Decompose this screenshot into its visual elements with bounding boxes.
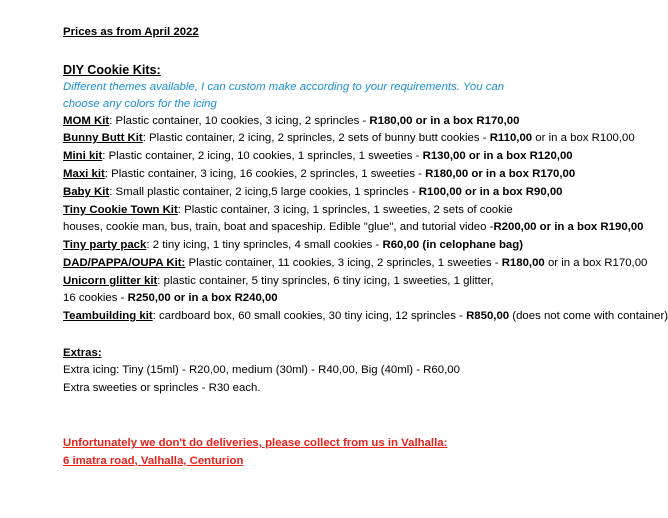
kit-mom xyxy=(63,114,519,129)
kit-description: : Plastic container, 10 cookies, 3 icing, 2 sprincles - xyxy=(109,115,370,127)
kit-mini xyxy=(63,149,573,164)
kit-description: houses, cookie man, bus, train, boat and spaceship. Edible "glue", and tutorial video - xyxy=(63,221,494,233)
kit-description: : Plastic container, 2 icing, 2 sprincles, 2 sets of bunny butt cookies - xyxy=(142,132,490,144)
kit-name: Tiny Cookie Town Kit xyxy=(63,204,178,216)
kit-bunny-butt xyxy=(63,131,635,146)
kit-description: : plastic container, 5 tiny sprincles, 6 tiny icing, 1 sweeties, 1 glitter, xyxy=(157,275,494,287)
kit-description: : cardboard box, 60 small cookies, 30 tiny icing, 12 sprincles - xyxy=(152,310,467,322)
kit-price: R100,00 or in a box R90,00 xyxy=(418,186,563,198)
kit-price-tail: (does not come with container) xyxy=(509,310,668,322)
price-date-heading: Prices as from April 2022 xyxy=(63,26,199,38)
kits-section-title: DIY Cookie Kits: xyxy=(63,63,161,77)
kit-price: R250,00 or in a box R240,00 xyxy=(127,292,278,304)
extras-title: Extras: xyxy=(63,347,102,359)
kit-name: Unicorn glitter kit xyxy=(63,275,158,287)
kit-tiny-party-pack xyxy=(63,238,523,253)
kit-name: DAD/PAPPA/OUPA Kit: xyxy=(63,257,186,269)
kit-name: Bunny Butt Kit xyxy=(63,132,143,144)
collection-address: 6 imatra road, Valhalla, Centurion xyxy=(63,455,244,467)
kit-price: R850,00 xyxy=(466,310,510,322)
kit-price: R200,00 or in a box R190,00 xyxy=(493,221,644,233)
kit-description: : Plastic container, 2 icing, 10 cookies, 1 sprincles, 1 sweeties - xyxy=(102,150,423,162)
kit-name: MOM Kit xyxy=(63,115,110,127)
kit-description: : 2 tiny icing, 1 tiny sprincles, 4 small cookies - xyxy=(146,239,383,251)
kit-description: : Plastic container, 3 icing, 16 cookies, 2 sprincles, 1 sweeties - xyxy=(104,168,426,180)
kit-unicorn-glitter xyxy=(63,274,493,289)
kit-maxi xyxy=(63,167,575,182)
kit-name: Mini kit xyxy=(63,150,103,162)
kit-price: R60,00 (in celophane bag) xyxy=(382,239,524,251)
kit-unicorn-glitter-cont xyxy=(63,291,278,306)
kit-tiny-cookie-town xyxy=(63,203,513,218)
kit-tiny-cookie-town-cont xyxy=(63,220,644,235)
kit-name: Baby Kit xyxy=(63,186,110,198)
kit-price: R110,00 xyxy=(489,132,533,144)
kit-description: 16 cookies - xyxy=(63,292,128,304)
kit-description: : Plastic container, 3 icing, 1 sprincles, 1 sweeties, 2 sets of cookie xyxy=(177,204,513,216)
intro-line-2: choose any colors for the icing xyxy=(63,98,217,110)
intro-line-1: Different themes available, I can custom make according to your requirements. You can xyxy=(63,81,505,93)
kit-baby xyxy=(63,185,563,200)
price-list-document xyxy=(63,0,668,518)
kit-price: R180,00 or in a box R170,00 xyxy=(425,168,576,180)
extras-line-sweeties: Extra sweeties or sprincles - R30 each. xyxy=(63,382,261,394)
kit-price-tail: or in a box R100,00 xyxy=(532,132,635,144)
kit-price: R130,00 or in a box R120,00 xyxy=(422,150,573,162)
kit-dad xyxy=(63,256,647,271)
kit-price: R180,00 xyxy=(501,257,545,269)
kit-description: : Small plastic container, 2 icing,5 large cookies, 1 sprincles - xyxy=(109,186,419,198)
kit-name: Maxi kit xyxy=(63,168,105,180)
collection-notice: Unfortunately we don't do deliveries, please collect from us in Valhalla: xyxy=(63,437,448,449)
kit-price-tail: or in a box R170,00 xyxy=(544,257,648,269)
kit-description: Plastic container, 11 cookies, 3 icing, 2 sprincles, 1 sweeties - xyxy=(185,257,502,269)
kit-name: Teambuilding kit xyxy=(63,310,153,322)
kit-teambuilding xyxy=(63,309,668,324)
extras-line-icing: Extra icing: Tiny (15ml) - R20,00, medium (30ml) - R40,00, Big (40ml) - R60,00 xyxy=(63,364,460,376)
kit-name: Tiny party pack xyxy=(63,239,147,251)
kit-price: R180,00 or in a box R170,00 xyxy=(369,115,520,127)
